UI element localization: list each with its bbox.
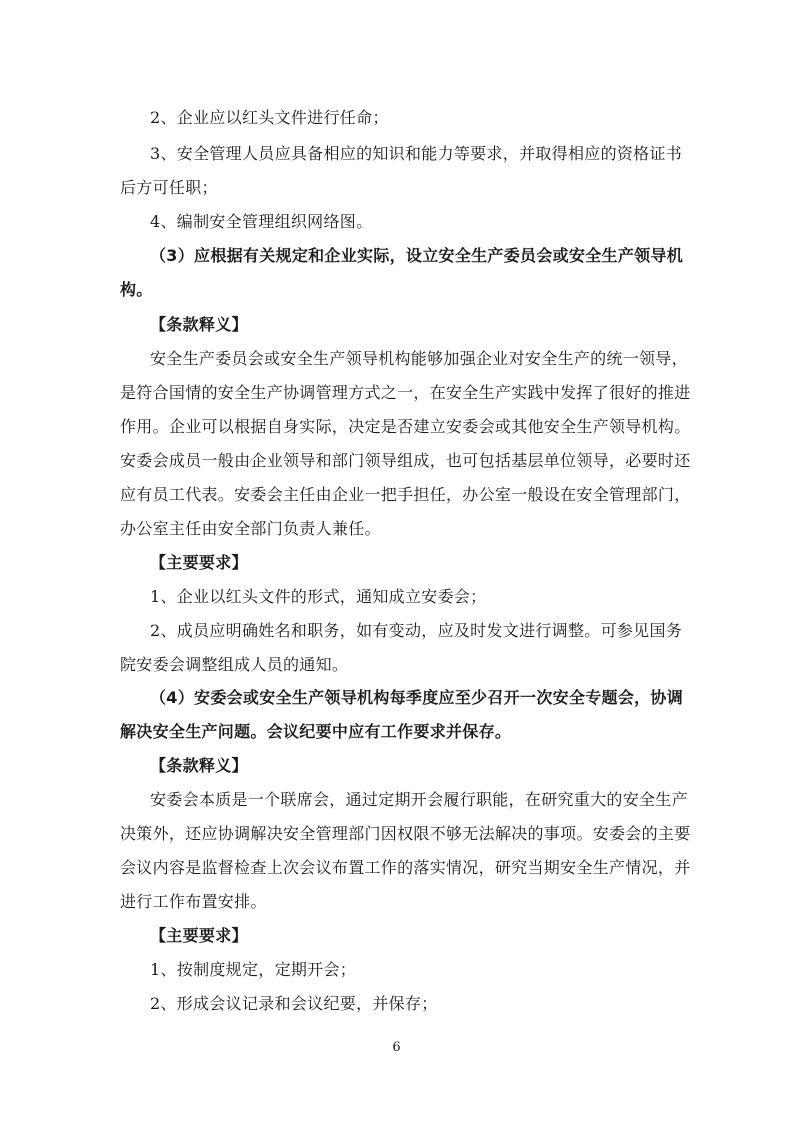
list-item: 2、形成会议记录和会议纪要，并保存； bbox=[150, 994, 438, 1013]
section-heading: 【主要要求】 bbox=[150, 926, 248, 945]
paragraph-line: 是符合国情的安全生产协调管理方式之一，在安全生产实践中发挥了很好的推进 bbox=[120, 383, 691, 402]
clause-heading-continuation: 构。 bbox=[120, 280, 153, 299]
list-item: 1、企业以红头文件的形式，通知成立安委会； bbox=[150, 587, 487, 606]
paragraph-line: 应有员工代表。安委会主任由企业一把手担任，办公室一般设在安全管理部门， bbox=[120, 485, 691, 504]
list-item: 2、企业应以红头文件进行任命； bbox=[150, 108, 389, 127]
list-item: 2、成员应明确姓名和职务，如有变动，应及时发文进行调整。可参见国务 bbox=[150, 621, 683, 640]
clause-heading: （4）安委会或安全生产领导机构每季度应至少召开一次安全专题会，协调 bbox=[150, 688, 684, 707]
paragraph-line: 安委会成员一般由企业领导和部门领导组成，也可包括基层单位领导，必要时还 bbox=[120, 451, 691, 470]
paragraph-line: 会议内容是监督检查上次会议布置工作的落实情况，研究当期安全生产情况，并 bbox=[120, 858, 691, 877]
list-item-continuation: 院安委会调整组成人员的通知。 bbox=[120, 655, 349, 674]
clause-heading: （3）应根据有关规定和企业实际，设立安全生产委员会或安全生产领导机 bbox=[150, 246, 684, 265]
section-heading: 【条款释义】 bbox=[150, 756, 248, 775]
list-item: 4、编制安全管理组织网络图。 bbox=[150, 212, 373, 231]
page-number: 6 bbox=[392, 1040, 401, 1055]
list-item-continuation: 后方可任职； bbox=[120, 178, 218, 197]
section-heading: 【条款释义】 bbox=[150, 315, 248, 334]
paragraph-line: 决策外，还应协调解决安全管理部门因权限不够无法解决的事项。安委会的主要 bbox=[120, 824, 691, 843]
section-heading: 【主要要求】 bbox=[150, 553, 248, 572]
paragraph-line: 安委会本质是一个联席会，通过定期开会履行职能，在研究重大的安全生产 bbox=[150, 790, 688, 809]
paragraph-line: 安全生产委员会或安全生产领导机构能够加强企业对安全生产的统一领导， bbox=[150, 349, 688, 368]
paragraph-line: 办公室主任由安全部门负责人兼任。 bbox=[120, 519, 381, 538]
clause-heading-continuation: 解决安全生产问题。会议纪要中应有工作要求并保存。 bbox=[120, 722, 512, 741]
list-item: 3、安全管理人员应具备相应的知识和能力等要求，并取得相应的资格证书 bbox=[150, 144, 683, 163]
paragraph-line: 进行工作布置安排。 bbox=[120, 892, 267, 911]
list-item: 1、按制度规定，定期开会； bbox=[150, 960, 357, 979]
paragraph-line: 作用。企业可以根据自身实际，决定是否建立安委会或其他安全生产领导机构。 bbox=[120, 417, 691, 436]
